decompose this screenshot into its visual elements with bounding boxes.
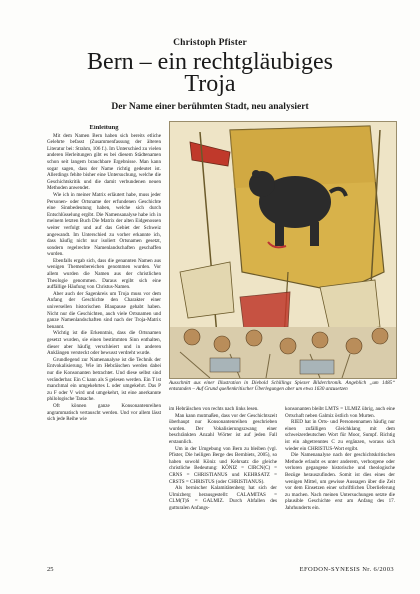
journal-issue: EFODON-SYNESIS Nr. 6/2003 xyxy=(299,566,394,573)
bear-banner-drawing xyxy=(170,122,396,378)
paragraph: konsonanten bleibt LMTS = ULMIZ übrig, auch eine Ortschaft neben Galmiz östlich von Murten. xyxy=(285,406,395,419)
paragraph: Ebenfalls ergab sich, dass die genannten Namen aus wenigen Themenbereichen genommen wurden. Vor allem wurden die Namen aus der christlichen Theologie genommen. Daraus ergibt sich eine auffällige Häufung von Christus-Namen. xyxy=(47,257,161,291)
paragraph: Grundlegend zur Namenanalyse ist die Technik der Entvokalisierung. Wie im Hebräischen werden dabei nur die Konsonanten betrachtet. Und diese selbst sind veränderbar. Ein C kann als S gelesen werden. Ein T ist manchmal ein umgekehrtes L oder umgekehrt. Das P zu F oder V wird und umgekehrt, ist eine anerkannte philologische Tatsache. xyxy=(47,356,161,403)
paragraph: Um in der Umgebung von Bern zu bleiben (vgl. Pfister, Die heiligen Berge des Bernbiets, 2005), so haben sowohl Köniz und Kehrsatz die gleiche christliche Bedeutung: KÖNIZ = CIRCN(C) = CRNS = CHRISTIANUS und KEHRSATZ = CRSTS = CHRISTUS (oder CHRISTIANUS). xyxy=(169,445,277,485)
title-line-2: Troja xyxy=(184,71,236,97)
paragraph: Aber auch der Sagenkreis um Troja muss vor dem Anfang der Geschichte den Charakter einer universellen historischen Blaupause gehabt haben. Nicht nur die Geschichten, auch viele Ortsnamen und ganze Namenlandschaften sind nach der Troja-Matrix benannt. xyxy=(47,290,161,330)
text-column-middle xyxy=(169,406,277,556)
paragraph: Wichtig ist die Erkenntnis, dass die Ortsnamen gesetzt wurden, sie einen bestimmten Sinn enthalten, dieser aber häufig verschleiert und in anderen Anklängen versteckt oder bewusst verdreht wurde. xyxy=(47,330,161,357)
article-title xyxy=(0,51,420,95)
article-subtitle: Der Name einer berühmten Stadt, neu analysiert xyxy=(111,102,309,112)
paragraph: Mit dem Namen Bern haben sich bereits etliche Gelehrte befasst (Zusammenfassung der älteren Literatur bei: Strahm, 106 f.). Im Unterschied zu vielen anderen Herleitungen gibt es bei diesem Städtenamen schon seit langem brauchbare Ergebnisse. Man kann sogar sagen, dass der Name richtig gedeutet ist. Allerdings fehlte bisher eine Untersuchung, welche die Geschichtskritik und die damit verbundenen neuen Methoden anwendet. xyxy=(47,132,161,192)
paragraph: Die Namenanalyse nach der geschichtskritischen Methode erlaubt es unter anderem, verborgene oder verloren gegangene historische und theologische Bezüge herauszufinden. Somit ist dies eines der wenigen Mittel, um gewisse Aussagen über die Zeit vor dem Einsetzen einer schriftlichen Überlieferung zu machen. Nach meinen Untersuchungen setzte die plausible Geschichte erst am Anfang des 17. Jahrhunderts ein. xyxy=(285,452,395,511)
author-name: Christoph Pfister xyxy=(173,38,247,48)
text-column-left xyxy=(47,125,161,557)
paragraph: Man kann mutmaßen, dass vor der Geschichtszeit überhaupt nur Konsonantenreihen geschrieben wurden. Der Vokalisierungszwang einer beschränkten Anzahl Wörter ist auf jeden Fall erstaunlich. xyxy=(169,412,277,445)
page-number: 25 xyxy=(47,566,54,573)
text-column-right xyxy=(285,406,395,556)
paragraph: im Hebräischen von rechts nach links lesen. xyxy=(169,406,259,412)
paragraph: Wie ich in meiner Matrix erläutert habe, muss jeder Personen- oder Ortsname der erfundenen Geschichte eine Sinnbedeutung haben, welche sich durch Entschlüsselung ergibt. Die Namensanalyse habe ich in meinem letzten Buch Die Matrix der alten Eidgenossen weiter verfolgt und auf das Gebiet der Schweiz angewandt. Im Unterschied zu vorher erkannte ich, dass häufig nicht nur isoliert Ortsnamen gesetzt, sondern regelrechte Namenlandschaften geschaffen wurden. xyxy=(47,191,161,258)
paragraph: RIED hat in Orts- und Personennamen häufig nur einen zufälligen Gleichklang mit dem schweizerdeutschen Wort für Moor, Sumpf. Richtig ist ein abgetrenntes C zu ergänzen, woraus sich wieder ein CHRISTUS-Wort ergibt. xyxy=(285,419,395,452)
chronicle-illustration xyxy=(169,121,397,379)
figure-caption: Ausschnitt aus einer Illustration in Diebold Schillings Spiezer Bilderchronik. Angeblich „um 1485“ entstanden – Auf Grund quellenkritischer Überlegungen aber um etwa 1630 anzusetzen xyxy=(169,380,395,393)
paragraph: Als bernischer Kalamitätenberg hat sich der Ulmizberg herausgestellt: CALAMITAS = CLM(T)S = GALMIZ. Durch Abfallen des gutturalen Anfangs- xyxy=(169,485,277,511)
paragraph: Oft können ganze Konsonantenreihen angrammatisch vertauscht werden. Und vor allem lässt sich jede Reihe wie xyxy=(47,402,161,423)
section-heading: Einleitung xyxy=(89,125,119,131)
title-line-1: Bern – ein rechtgläubiges xyxy=(87,49,333,75)
